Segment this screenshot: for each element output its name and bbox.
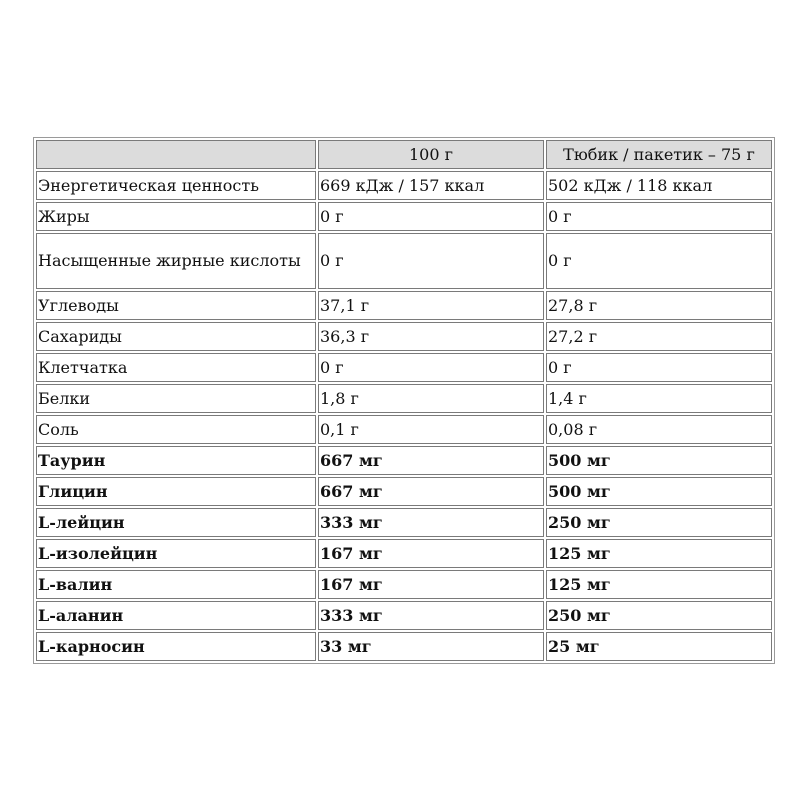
table-row [36, 415, 772, 444]
nutrition-table [33, 137, 775, 664]
value-per-pack: 500 мг [546, 477, 772, 506]
table-row [36, 291, 772, 320]
table-row [36, 570, 772, 599]
value-per-100g: 36,3 г [318, 322, 544, 351]
table-row [36, 539, 772, 568]
value-per-100g: 0 г [318, 202, 544, 231]
nutrient-name: Жиры [36, 202, 316, 231]
table-row [36, 384, 772, 413]
table-row [36, 171, 772, 200]
table-row [36, 508, 772, 537]
value-per-pack: 0 г [546, 202, 772, 231]
value-per-pack: 500 мг [546, 446, 772, 475]
value-per-pack: 0,08 г [546, 415, 772, 444]
value-per-100g: 1,8 г [318, 384, 544, 413]
value-per-pack: 125 мг [546, 539, 772, 568]
header-cell-per-100g: 100 г [318, 140, 544, 169]
value-per-100g: 37,1 г [318, 291, 544, 320]
table-row [36, 202, 772, 231]
nutrient-name: L-аланин [36, 601, 316, 630]
table-row [36, 353, 772, 382]
nutrient-name: Энергетическая ценность [36, 171, 316, 200]
value-per-100g: 667 мг [318, 446, 544, 475]
nutrient-name: Белки [36, 384, 316, 413]
value-per-100g: 333 мг [318, 508, 544, 537]
value-per-100g: 333 мг [318, 601, 544, 630]
value-per-pack: 27,8 г [546, 291, 772, 320]
value-per-pack: 0 г [546, 233, 772, 289]
table-row [36, 632, 772, 661]
nutrient-name: L-лейцин [36, 508, 316, 537]
value-per-100g: 0,1 г [318, 415, 544, 444]
nutrient-name: Углеводы [36, 291, 316, 320]
nutrient-name: L-изолейцин [36, 539, 316, 568]
value-per-pack: 250 мг [546, 508, 772, 537]
value-per-100g: 167 мг [318, 570, 544, 599]
value-per-pack: 25 мг [546, 632, 772, 661]
nutrient-name: Насыщенные жирные кислоты [36, 233, 316, 289]
value-per-pack: 250 мг [546, 601, 772, 630]
table-row [36, 233, 772, 289]
value-per-pack: 0 г [546, 353, 772, 382]
value-per-100g: 667 мг [318, 477, 544, 506]
value-per-pack: 125 мг [546, 570, 772, 599]
value-per-pack: 502 кДж / 118 ккал [546, 171, 772, 200]
value-per-100g: 33 мг [318, 632, 544, 661]
table-row [36, 446, 772, 475]
value-per-100g: 0 г [318, 353, 544, 382]
nutrient-name: Соль [36, 415, 316, 444]
nutrient-name: Сахариды [36, 322, 316, 351]
value-per-pack: 27,2 г [546, 322, 772, 351]
header-cell-empty [36, 140, 316, 169]
value-per-pack: 1,4 г [546, 384, 772, 413]
nutrient-name: L-карносин [36, 632, 316, 661]
nutrient-name: Глицин [36, 477, 316, 506]
header-cell-per-pack: Тюбик / пакетик – 75 г [546, 140, 772, 169]
value-per-100g: 0 г [318, 233, 544, 289]
value-per-100g: 669 кДж / 157 ккал [318, 171, 544, 200]
nutrient-name: Таурин [36, 446, 316, 475]
nutrient-name: Клетчатка [36, 353, 316, 382]
table-row [36, 322, 772, 351]
value-per-100g: 167 мг [318, 539, 544, 568]
table-header-row [36, 140, 772, 169]
nutrient-name: L-валин [36, 570, 316, 599]
table-row [36, 477, 772, 506]
table-row [36, 601, 772, 630]
